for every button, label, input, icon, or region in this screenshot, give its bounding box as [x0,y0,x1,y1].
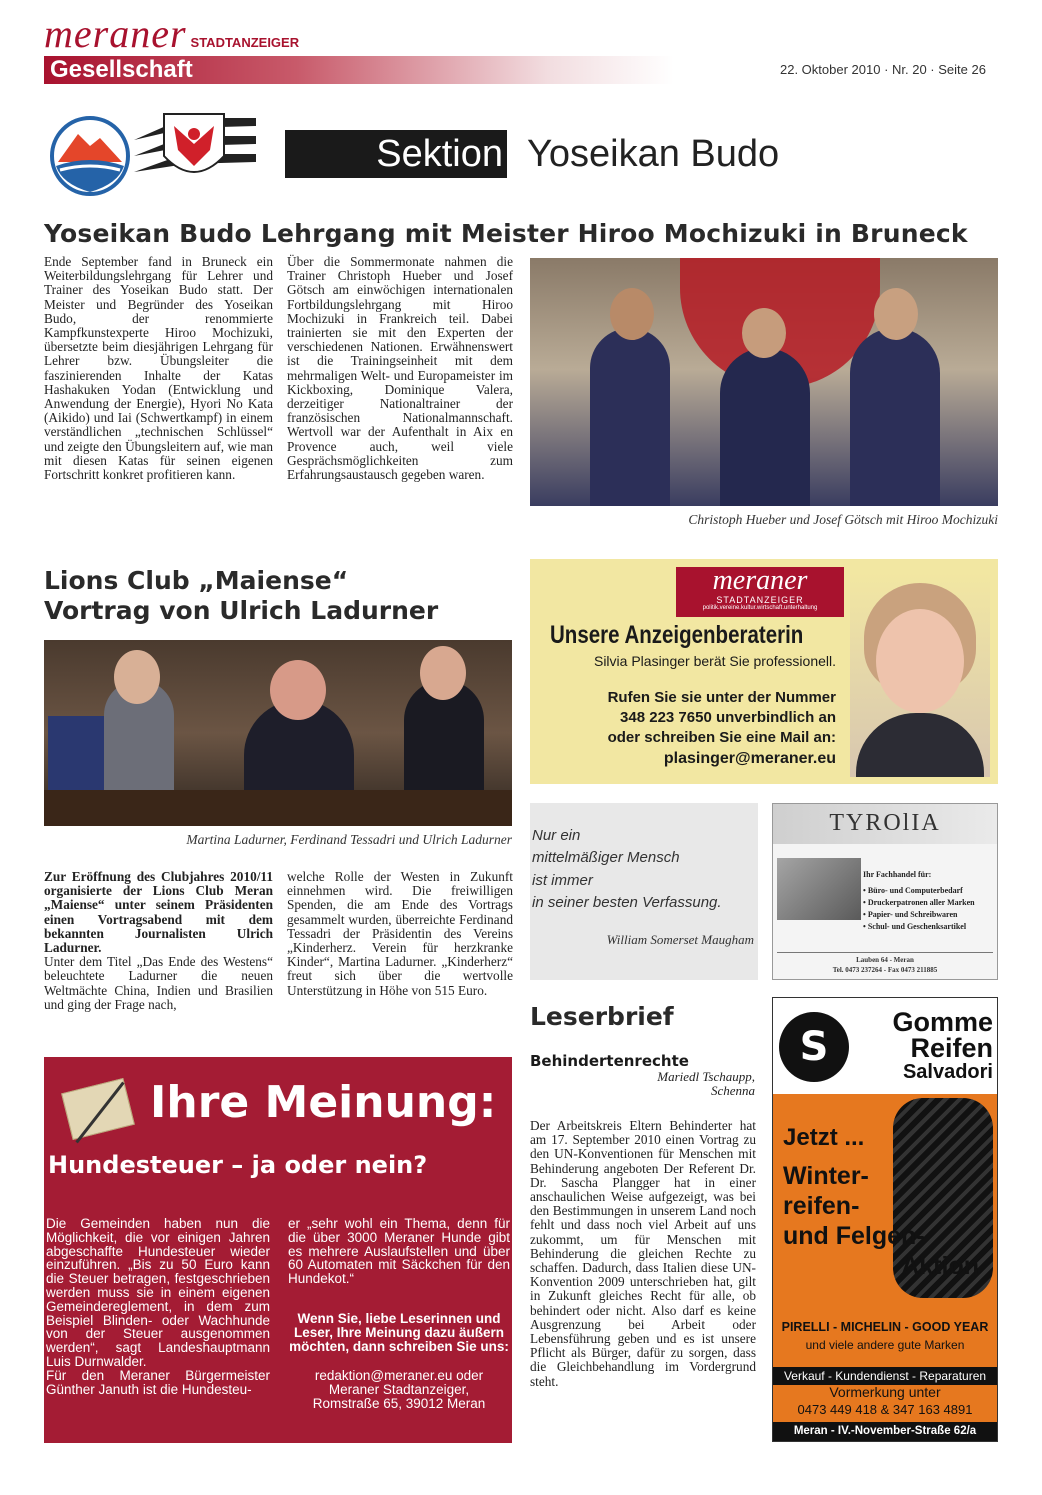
ad-gomme-line2: Winter- [783,1162,869,1190]
ad-gomme-address: Meran - IV.-November-Straße 62/a [773,1422,997,1441]
ad-tyrolia-address: Lauben 64 - Meran [856,956,914,964]
masthead-logo [44,11,300,56]
meinung-title: Ihre Meinung: [150,1077,497,1128]
ad-berater-line2: 348 223 7650 unverbindlich an [620,709,836,726]
ad-tyrolia-item-1: • Büro- und Computerbedarf [863,886,963,895]
ad-tyrolia [772,803,998,980]
ad-gomme-line4: und Felgen- [783,1222,925,1250]
ad-berater-logo-tag: politik.vereine.kultur.wirtschaft.unterhaltung [702,605,818,611]
ad-gomme-brands-sub: und viele andere gute Marken [805,1338,965,1352]
yoseikan-logo [48,114,132,198]
ssc-meran-crest-icon [134,110,256,190]
ad-gomme-brand3: Salvadori [902,1061,993,1083]
ad-gomme-booking1: Vormerkung unter [829,1384,941,1400]
masthead-sub: STADTANZEIGER [190,35,300,50]
ad-berater-email[interactable]: plasinger@meraner.eu [663,750,836,767]
article2-col1 [44,870,273,1012]
leserbrief-body: Der Arbeitskreis Eltern Behinderter hat am 17. September 2010 einen Vortrag zu den UN-Konventionen für Menschen mit Behinderung angeboten Der Referent Dr. Dr. Sascha Plangger hat in einer anschaulichen Weise aufgezeigt, was bei den Bestimmungen in unserem Land noch fehlt und dass noch viel Arbeit auf uns zukommt, um für Menschen mit Behinderung die gleichen Rechte zu schaffen. Dadurch, dass Italien diese UN-Konvention 2009 unterschrieben hat, gilt in Zukunft gleiches Recht für alle, ob behindert oder nicht. Also darf es keine Ausgrenzung bei Arbeit oder Lebensführung geben und es ist unsere Pflicht als Bürger, dafür zu sorgen, dass die Gleichbehandlung im Vordergrund steht. [530,1118,756,1389]
section-banner-dark-text: Sektion [376,133,503,175]
ad-berater-logo-name: meraner [712,565,808,596]
ad-tyrolia-phone: Tel. 0473 237264 - Fax 0473 211885 [832,966,938,974]
leserbrief-author2: Schenna [710,1083,755,1098]
masthead-name: meraner [44,11,187,56]
ad-berater-logo [676,567,844,617]
ad-berater-line1: Rufen Sie sie unter der Nummer [607,689,836,706]
ad-tyrolia-item-2: • Druckerpatronen aller Marken [863,898,975,907]
quote-line3: ist immer [532,872,593,889]
ad-gomme-line3: reifen- [783,1192,860,1220]
ad-tyrolia-item-3: • Papier- und Schreibwaren [863,910,958,919]
ad-tyrolia-divider [777,952,993,953]
ad-gomme [772,997,998,1442]
leserbrief-title: Behindertenrechte [530,1052,689,1070]
ad-berater-logo-sub: STADTANZEIGER [716,595,804,605]
article2-photo [44,640,512,826]
section-label: Gesellschaft [50,56,193,83]
date-line: 22. Oktober 2010 · Nr. 20 · Seite 26 [780,62,986,77]
meinung-col1b-text: Für den Meraner Bürgermeister Günther Januth ist die Hundesteu- [46,1367,270,1397]
article1-caption: Christoph Hueber und Josef Götsch mit Hiroo Mochizuki [688,512,998,527]
meinung-box [44,1057,512,1443]
article1-col2: Über die Sommermonate nahmen die Trainer Christoph Hueber und Josef Götsch am einwöchigen internationalen Fortbildungslehrgang mit Hiroo Mochizuki in Frankreich teil. Dabei trainierten sie mit den Experten der verschiedenen Nationen. Erwähnenswert ist die Trainingseinheit mit dem mehrmaligen Welt- und Europameister im Kickboxing, Dominique Valera, derzeitiger Nationaltrainer der französischen Nationalmannschaft. Wertvoll war der Aufenthalt in Aix en Provence auch, weil viele Gesprächsmöglichkeiten zum Erfahrungsaustausch gegeben waren. [287,254,513,483]
article2-col2: welche Rolle der Westen in Zukunft einnehmen wird. Die freiwilligen Spenden, die am Ende des Vortrags gesammelt wurden, überreichte Ferdinand Tessadri der Präsidentin des Vereins „Kinderherz. Verein für herzkranke Kinder“, Martina Ladurner. „Kinderherz“ freut sich über die wertvolle Unterstützung in Höhe von 515 Euro. [287,869,513,998]
ad-gomme-brands: PIRELLI - MICHELIN - GOOD YEAR [781,1320,989,1334]
ad-tyrolia-heading: Ihr Fachhandel für: [863,870,932,879]
leserbrief-section: Leserbrief [530,1002,674,1031]
article1-photo [530,258,998,506]
ad-gomme-brand2: Reifen [910,1033,993,1063]
article2-col1-rest: Unter dem Titel „Das Ende des Westens“ beleuchtete Ladurner die neuen Weltmächte China, Indien und Brasilien und ging der Frage nach, [44,954,273,1012]
ad-tyrolia-logo: TYROlIA [829,810,941,836]
quote-line2: mittelmäßiger Mensch [532,849,680,866]
article1-col1: Ende September fand in Bruneck ein Weiterbildungslehrgang für Lehrer und Trainer des Yoseikan Budo statt. Der Meister und Begründer des Yoseikan Budo, der renommierte Kampfkunstexperte Hiroo Mochizuki, übersetzte beim diesjährigen Lehrgang für Lehrer bzw. Übungsleiter die faszinierenden Inhalte der Katas Hashakuken Yodan (Entwicklung und Anwendung der Energie), Hyori No Kata (Aikido) und Iai (Schwertkampf) in einem verständlichen „technischen Schlüssel“ und zeigte den Übungsleitern auf, wie man mit diesen Katas für seinen eigenen Fortschritt konkret profitieren kann. [44,254,273,483]
ad-tyrolia-item-4: • Schul- und Geschenksartikel [863,922,967,931]
article2-headline-1: Lions Club „Maiense“ [44,566,349,595]
meinung-col2: er „sehr wohl ein Thema, denn für die über 3000 Meraner Hunde gibt es mehrere Auslaufstellen und über 60 Automaten mit Säckchen für den Hundekot.“ [288,1216,510,1287]
article2-caption: Martina Ladurner, Ferdinand Tessadri und Ulrich Ladurner [186,832,512,847]
ad-berater-line3: oder schreiben Sie eine Mail an: [607,729,836,746]
quote-line4: in seiner besten Verfassung. [532,894,722,911]
leserbrief-author1: Mariedl Tschaupp, [657,1069,755,1084]
meinung-subtitle: Hundesteuer – ja oder nein? [48,1151,428,1179]
meinung-contact-name: Meraner Stadtanzeiger, [328,1382,470,1397]
ad-gomme-brand1: Gomme [892,1007,993,1037]
ad-berater-title: Unsere Anzeigenberaterin [550,621,804,649]
ad-tyrolia-photo [777,858,861,920]
meinung-col1-text: Die Gemeinden haben nun die Möglichkeit, die vor einigen Jahren abgeschaffte Hundesteuer wieder einzuführen. „Bis zu 50 Euro kann die Steuer betragen, festgeschrieben werden muss sie in einem eigenen Gemeindereglement, in dem zum Beispiel Blinden- oder Wachhunde von der Steuer ausgenommen werden“, sagt Landeshauptmann Luis Durnwalder. [46,1216,270,1369]
ad-berater-subtitle: Silvia Plasinger berät Sie professionell. [593,653,836,669]
meinung-contact-email[interactable]: redaktion@meraner.eu oder [314,1368,484,1383]
ad-berater-portrait [850,573,990,777]
quote-line1: Nur ein [532,827,581,844]
article2-lead: Zur Eröffnung des Clubjahres 2010/11 organisierte der Lions Club Meran „Maiense“ unter seinem Präsidenten einen Vortragsabend mit dem bekannten Journalisten Ulrich Ladurner. [44,869,273,956]
article2-headline-2: Vortrag von Ulrich Ladurner [44,596,439,625]
ad-gomme-services: Verkauf - Kundendienst - Reparaturen [773,1367,997,1385]
meinung-contact-address: Romstraße 65, 39012 Meran [312,1396,486,1411]
quote-author: William Somerset Maugham [606,932,754,947]
ad-gomme-logo-icon: S [779,1012,849,1082]
ad-gomme-booking2: 0473 449 418 & 347 163 4891 [797,1402,973,1417]
ad-berater [530,559,998,784]
quill-envelope-icon [52,1075,138,1145]
ad-gomme-line5: Aktion [901,1252,979,1280]
ad-gomme-line1: Jetzt ... [783,1124,865,1151]
meinung-col1 [46,1217,270,1396]
meinung-cta: Wenn Sie, liebe Leserinnen und Leser, Ihre Meinung dazu äußern möchten, dann schreiben Sie uns: [289,1311,509,1354]
section-banner-light-text: Yoseikan Budo [527,133,780,175]
article1-headline: Yoseikan Budo Lehrgang mit Meister Hiroo Mochizuki in Bruneck [44,219,968,248]
